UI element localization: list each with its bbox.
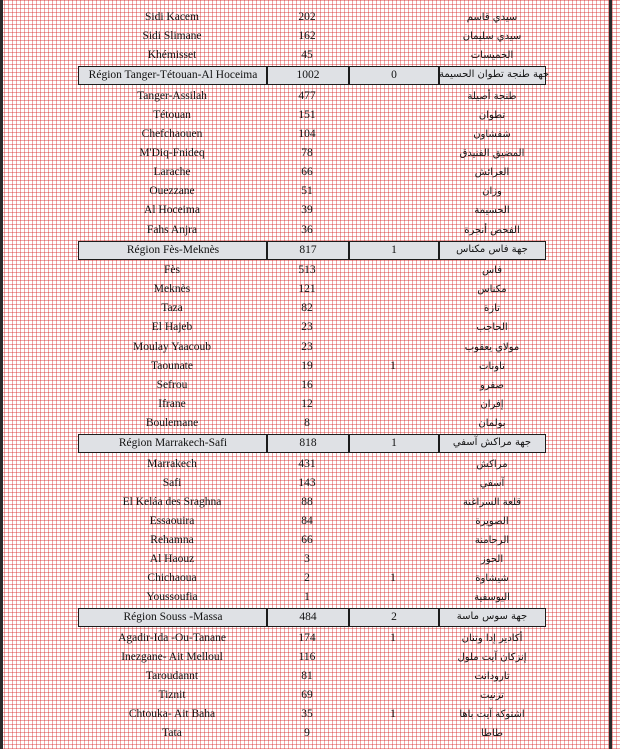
row-name: El Keláa des Sraghna xyxy=(122,495,222,508)
row-arabic-name: سيدي سليمان xyxy=(462,31,522,43)
row-name: Tanger-Assilah xyxy=(137,89,207,102)
row-count: 121 xyxy=(298,283,316,296)
row-count: 78 xyxy=(301,147,313,160)
row-arabic-name: إنزكان آيت ملول xyxy=(457,651,527,663)
table-row xyxy=(0,414,620,433)
row-extra xyxy=(348,46,438,65)
row-arabic-name: المضيق الفنيدق xyxy=(459,148,525,160)
region-header-row xyxy=(78,66,550,85)
row-count: 51 xyxy=(301,185,313,198)
row-count: 39 xyxy=(301,204,313,217)
row-count: 477 xyxy=(298,89,316,102)
region-arabic-name: جهة فاس مكناس xyxy=(456,243,528,255)
row-arabic-name: الرحامنة xyxy=(474,534,510,546)
table-row xyxy=(0,163,620,182)
row-extra xyxy=(348,299,438,318)
table-row xyxy=(0,87,620,106)
table-row xyxy=(0,531,620,550)
row-arabic-name: بولمان xyxy=(478,417,506,429)
row-extra xyxy=(348,182,438,201)
row-name: Tiznit xyxy=(158,689,186,702)
row-extra: 1 xyxy=(390,631,396,644)
row-extra xyxy=(348,318,438,337)
row-extra xyxy=(348,686,438,705)
row-arabic-name: الحاجب xyxy=(476,322,508,334)
row-count: 143 xyxy=(298,476,316,489)
row-extra xyxy=(348,455,438,474)
row-arabic-name: مولاي يعقوب xyxy=(464,341,520,353)
row-count: 431 xyxy=(298,457,316,470)
row-arabic-name: شفشاون xyxy=(473,129,511,140)
row-name: Agadir-Ida -Ou-Tanane xyxy=(118,631,226,644)
row-arabic-name: أكادير إدا وتنان xyxy=(461,632,523,644)
row-extra xyxy=(348,280,438,299)
row-extra: 1 xyxy=(390,708,396,721)
region-extra: 1 xyxy=(391,243,397,256)
row-arabic-name: وزان xyxy=(482,186,502,198)
row-extra: 1 xyxy=(390,572,396,585)
row-extra xyxy=(348,376,438,395)
region-name: Région Tanger-Tétouan-Al Hoceima xyxy=(88,69,258,82)
row-arabic-name: صفرو xyxy=(480,379,504,391)
row-extra xyxy=(348,125,438,144)
row-name: Chefchaouen xyxy=(141,128,203,140)
row-extra xyxy=(348,724,438,743)
region-count: 484 xyxy=(299,611,317,624)
row-count: 1 xyxy=(304,591,310,604)
region-arabic-name: جهة مراكش آسفي xyxy=(452,437,532,448)
row-extra xyxy=(348,27,438,46)
row-count: 88 xyxy=(301,495,313,508)
row-extra xyxy=(348,414,438,433)
row-arabic-name: الخميسات xyxy=(470,50,514,62)
row-name: Rehamna xyxy=(150,533,194,546)
row-count: 2 xyxy=(304,572,310,585)
row-arabic-name: فاس xyxy=(481,265,503,277)
row-extra xyxy=(348,338,438,357)
cell-divider xyxy=(438,67,440,84)
row-name: Fahs Anjra xyxy=(146,223,198,236)
table-row xyxy=(0,221,620,240)
row-name: Fès xyxy=(164,264,180,277)
row-arabic-name: الصويرة xyxy=(475,515,509,527)
region-name: Région Souss -Massa xyxy=(123,611,223,624)
table-row xyxy=(0,106,620,125)
row-count: 69 xyxy=(301,689,313,702)
table-row xyxy=(0,724,620,743)
row-count: 35 xyxy=(301,708,313,721)
table-row xyxy=(0,318,620,337)
row-extra xyxy=(348,648,438,667)
row-name: Larache xyxy=(153,166,191,179)
row-name: Taza xyxy=(161,302,183,315)
row-count: 84 xyxy=(301,514,313,527)
row-arabic-name: طاطا xyxy=(480,728,503,740)
cell-divider xyxy=(348,242,350,259)
table-row xyxy=(0,474,620,493)
row-name: Sidi Slimane xyxy=(142,30,202,43)
row-count: 45 xyxy=(301,49,313,62)
table-row xyxy=(0,201,620,220)
row-extra xyxy=(348,163,438,182)
row-count: 66 xyxy=(301,166,313,179)
table-row xyxy=(0,455,620,474)
region-count: 1002 xyxy=(296,69,320,82)
row-name: Taroudannt xyxy=(145,670,199,682)
row-count: 82 xyxy=(301,302,313,315)
table-row xyxy=(0,629,620,648)
table-row xyxy=(0,125,620,144)
table-row xyxy=(0,46,620,65)
table-row xyxy=(0,280,620,299)
row-arabic-name: إفران xyxy=(480,398,504,410)
row-name: Essaouira xyxy=(149,514,195,527)
row-arabic-name: سيدي قاسم xyxy=(466,12,518,23)
row-extra xyxy=(348,588,438,607)
table-row xyxy=(0,686,620,705)
row-name: Taounate xyxy=(151,359,193,372)
cell-divider xyxy=(266,67,268,84)
table-row xyxy=(0,376,620,395)
table-row xyxy=(0,648,620,667)
row-count: 36 xyxy=(301,223,313,236)
row-count: 174 xyxy=(298,631,316,644)
row-name: Tata xyxy=(162,727,182,740)
row-extra xyxy=(348,201,438,220)
row-name: Khémisset xyxy=(147,49,197,62)
row-count: 162 xyxy=(298,30,316,43)
row-extra xyxy=(348,395,438,414)
row-name: Ifrane xyxy=(158,397,186,410)
row-arabic-name: تزنيت xyxy=(480,690,504,702)
row-count: 151 xyxy=(298,108,316,121)
row-name: Sefrou xyxy=(156,378,188,391)
table-row xyxy=(0,512,620,531)
row-extra xyxy=(348,667,438,686)
region-count: 817 xyxy=(299,243,317,256)
row-count: 104 xyxy=(298,128,316,140)
row-arabic-name: طنجة أصيلة xyxy=(467,90,517,102)
region-name: Région Marrakech-Safi xyxy=(118,437,228,449)
table-row xyxy=(0,8,620,27)
row-arabic-name: تطوان xyxy=(478,109,506,121)
row-extra xyxy=(348,221,438,240)
row-name: Inezgane- Ait Melloul xyxy=(121,650,223,663)
table-row xyxy=(0,569,620,588)
row-arabic-name: اليوسفية xyxy=(474,592,510,604)
row-arabic-name: الحوز xyxy=(480,554,504,565)
row-arabic-name: تارودانت xyxy=(474,671,510,682)
region-count: 818 xyxy=(299,437,317,449)
row-arabic-name: مراكش xyxy=(476,458,508,470)
region-extra: 0 xyxy=(391,69,397,82)
row-name: Meknès xyxy=(153,283,191,296)
table-row xyxy=(0,357,620,376)
row-extra xyxy=(348,87,438,106)
table-row xyxy=(0,493,620,512)
row-extra xyxy=(348,531,438,550)
row-count: 8 xyxy=(304,416,310,429)
row-extra xyxy=(348,474,438,493)
row-arabic-name: مكناس xyxy=(477,284,507,296)
row-arabic-name: تاونات xyxy=(479,360,505,372)
region-name: Région Fès-Meknès xyxy=(126,243,220,256)
cell-divider xyxy=(348,67,350,84)
table-row xyxy=(0,27,620,46)
row-extra xyxy=(348,8,438,27)
row-name: Sidi Kacem xyxy=(145,11,199,23)
row-name: Moulay Yaacoub xyxy=(133,340,211,353)
cell-divider xyxy=(266,609,268,626)
row-count: 12 xyxy=(301,397,313,410)
row-extra xyxy=(348,493,438,512)
row-name: Boulemane xyxy=(145,416,199,429)
row-name: Chichaoua xyxy=(147,572,197,585)
cell-divider xyxy=(266,435,268,452)
row-arabic-name: آسفي xyxy=(479,477,505,489)
row-extra xyxy=(348,106,438,125)
row-extra xyxy=(348,550,438,569)
row-extra xyxy=(348,261,438,280)
row-count: 513 xyxy=(298,264,316,277)
table-row xyxy=(0,395,620,414)
table-row xyxy=(0,261,620,280)
row-arabic-name: تازة xyxy=(484,303,500,315)
row-name: El Hajeb xyxy=(151,321,193,334)
row-arabic-name: العرائش xyxy=(474,167,510,179)
region-extra: 2 xyxy=(391,611,397,624)
table-row xyxy=(0,705,620,724)
region-arabic-name: جهة سوس ماسة xyxy=(456,611,528,623)
region-header-row xyxy=(78,608,546,627)
cell-divider xyxy=(438,435,440,452)
row-count: 3 xyxy=(304,553,310,565)
row-count: 16 xyxy=(301,378,313,391)
row-extra xyxy=(348,144,438,163)
cell-divider xyxy=(438,242,440,259)
row-arabic-name: قلعة السراغنة xyxy=(462,496,522,508)
row-name: Tétouan xyxy=(153,108,191,121)
table-row xyxy=(0,588,620,607)
row-arabic-name: اشتوكة آيت باها xyxy=(459,709,525,721)
row-arabic-name: شيشاوة xyxy=(475,573,509,585)
row-name: Al Hoceima xyxy=(144,204,200,217)
row-name: Ouezzane xyxy=(149,185,195,198)
row-extra xyxy=(348,512,438,531)
cell-divider xyxy=(348,435,350,452)
table-row xyxy=(0,338,620,357)
row-count: 23 xyxy=(301,321,313,334)
row-count: 23 xyxy=(301,340,313,353)
row-name: Chtouka- Ait Baha xyxy=(128,708,216,721)
row-count: 81 xyxy=(301,670,313,682)
row-count: 116 xyxy=(298,650,316,663)
row-name: Marrakech xyxy=(147,457,197,470)
table-row xyxy=(0,667,620,686)
row-name: Safi xyxy=(162,476,182,489)
row-name: Youssoufia xyxy=(146,591,198,604)
row-count: 9 xyxy=(304,727,310,740)
row-arabic-name: الفحص أنجرة xyxy=(464,224,520,236)
row-arabic-name: الحسيمة xyxy=(474,205,510,217)
row-count: 66 xyxy=(301,533,313,546)
cell-divider xyxy=(348,609,350,626)
region-arabic-name: جهة طنجة تطوان الحسيمة xyxy=(439,69,550,81)
cell-divider xyxy=(438,609,440,626)
table-row xyxy=(0,299,620,318)
row-count: 19 xyxy=(301,359,313,372)
region-header-row xyxy=(78,241,546,260)
table-row xyxy=(0,550,620,569)
table-row xyxy=(0,182,620,201)
region-extra: 1 xyxy=(391,437,397,449)
row-name: Al Haouz xyxy=(149,553,195,565)
row-name: M'Diq-Fnideq xyxy=(139,147,205,160)
cell-divider xyxy=(266,242,268,259)
row-count: 202 xyxy=(298,11,316,23)
row-extra: 1 xyxy=(390,359,396,372)
region-header-row xyxy=(78,434,546,453)
table-row xyxy=(0,144,620,163)
